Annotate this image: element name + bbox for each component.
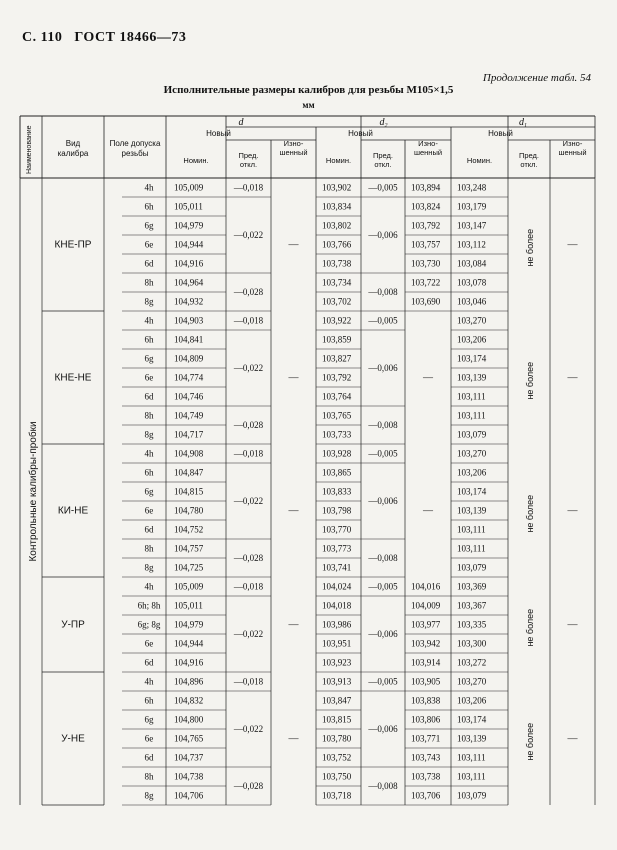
d2-deviation: —0,005 [368, 182, 398, 193]
col-header-d: d [238, 117, 244, 128]
d2-deviation: —0,008 [368, 781, 398, 792]
col-header-pred: Пред. [238, 151, 259, 160]
row-d-nominal: 105,011 [174, 201, 203, 212]
d-deviation: —0,022 [233, 724, 264, 735]
row-d-nominal: 104,979 [174, 220, 204, 231]
row-d1-nominal: 103,270 [457, 448, 487, 459]
d-deviation: —0,022 [233, 496, 264, 507]
row-tolerance: 6d [144, 657, 154, 668]
d2-deviation: —0,008 [368, 420, 398, 431]
row-d1-nominal: 103,206 [457, 695, 487, 706]
row-d-nominal: 104,815 [174, 486, 204, 497]
row-tolerance: 6g [144, 220, 154, 231]
d-deviation: —0,028 [233, 420, 264, 431]
row-d-nominal: 104,916 [174, 258, 204, 269]
units-label: мм [302, 100, 315, 110]
row-d2-nominal: 103,792 [322, 372, 352, 383]
row-d-nominal: 104,979 [174, 619, 204, 630]
row-d-nominal: 104,780 [174, 505, 204, 516]
row-d-nominal: 104,725 [174, 562, 204, 573]
row-d1-nominal: 103,335 [457, 619, 487, 630]
d1-worn-dash: — [567, 239, 578, 251]
row-tolerance: 6d [144, 752, 154, 763]
row-tolerance: 4h [144, 182, 154, 193]
col-header-pole: Поле допуска [109, 139, 161, 148]
row-d-nominal: 104,916 [174, 657, 204, 668]
d1-ne-bolee: не более [525, 361, 535, 400]
side-label-plug-gauges: Контрольные калибры-пробки [28, 421, 39, 562]
d1-worn-dash: — [567, 372, 578, 384]
row-d2-nominal: 103,833 [322, 486, 352, 497]
row-d-nominal: 104,706 [174, 790, 204, 801]
row-d2-nominal: 103,923 [322, 657, 352, 668]
row-d1-nominal: 103,248 [457, 182, 487, 193]
row-d2-nominal: 103,815 [322, 714, 352, 725]
row-d2-worn: 103,894 [411, 182, 441, 193]
d2-deviation: —0,005 [368, 581, 398, 592]
row-d1-nominal: 103,111 [457, 391, 486, 402]
row-d1-nominal: 103,078 [457, 277, 487, 288]
row-tolerance: 6e [144, 372, 154, 383]
row-d2-worn: 103,824 [411, 201, 441, 212]
d-worn-dash: — [288, 505, 299, 517]
row-tolerance: 6e [144, 638, 154, 649]
row-d2-worn: 104,009 [411, 600, 441, 611]
row-d2-worn: 103,738 [411, 771, 441, 782]
col-header-pred: откл. [374, 160, 392, 169]
row-d2-worn: 103,690 [411, 296, 441, 307]
row-d-nominal: 104,774 [174, 372, 204, 383]
d2-worn-dash: — [423, 505, 433, 517]
row-d-nominal: 104,832 [174, 695, 204, 706]
row-d-nominal: 104,752 [174, 524, 204, 535]
col-header-izno: шенный [558, 148, 587, 157]
row-d-nominal: 104,908 [174, 448, 204, 459]
row-d1-nominal: 103,084 [457, 258, 487, 269]
row-d2-worn: 103,914 [411, 657, 441, 668]
d1-worn-dash: — [567, 733, 578, 745]
row-d2-nominal: 103,798 [322, 505, 352, 516]
row-d2-nominal: 103,986 [322, 619, 352, 630]
row-d-nominal: 104,964 [174, 277, 204, 288]
row-d1-nominal: 103,179 [457, 201, 487, 212]
row-tolerance: 8g [144, 296, 154, 307]
d-deviation: —0,018 [233, 315, 264, 326]
page-number: С. 110 [22, 30, 63, 45]
row-d2-nominal: 103,702 [322, 296, 352, 307]
row-d1-nominal: 103,206 [457, 334, 487, 345]
row-d2-nominal: 103,770 [322, 524, 352, 535]
row-tolerance: 6h [144, 467, 154, 478]
d-deviation: —0,028 [233, 781, 264, 792]
row-d2-worn: 103,977 [411, 619, 441, 630]
d2-deviation: —0,006 [368, 496, 398, 507]
d2-deviation: —0,005 [368, 315, 398, 326]
row-d2-nominal: 103,802 [322, 220, 352, 231]
row-d2-nominal: 103,752 [322, 752, 352, 763]
row-tolerance: 8h [144, 543, 154, 554]
row-d-nominal: 104,749 [174, 410, 204, 421]
row-tolerance: 6d [144, 391, 154, 402]
d2-deviation: —0,006 [368, 363, 398, 374]
row-d-nominal: 104,932 [174, 296, 204, 307]
table-title: Исполнительные размеры калибров для резьбы М105×1,5 [163, 84, 454, 96]
d1-ne-bolee: не более [525, 228, 535, 267]
col-header-vid: Вид [65, 139, 81, 148]
row-d2-nominal: 103,773 [322, 543, 352, 554]
row-d2-nominal: 103,766 [322, 239, 352, 250]
col-header-izno: шенный [279, 148, 308, 157]
row-d1-nominal: 103,079 [457, 790, 487, 801]
row-tolerance: 8g [144, 562, 154, 573]
row-tolerance: 6e [144, 505, 154, 516]
row-tolerance: 6g [144, 486, 154, 497]
row-tolerance: 6h [144, 334, 154, 345]
col-header-izno: Изно- [562, 139, 583, 148]
row-tolerance: 8h [144, 410, 154, 421]
row-d1-nominal: 103,079 [457, 562, 487, 573]
row-d2-nominal: 103,827 [322, 353, 352, 364]
col-header-naimenovanie: Наименование [26, 125, 33, 174]
d2-deviation: —0,006 [368, 629, 398, 640]
d2-deviation: —0,008 [368, 553, 398, 564]
col-header-izno: Изно- [283, 139, 304, 148]
row-d2-nominal: 103,834 [322, 201, 352, 212]
gauge-type-0: КНЕ-ПР [54, 239, 92, 251]
row-d1-nominal: 103,272 [457, 657, 487, 668]
row-d1-nominal: 103,046 [457, 296, 487, 307]
row-d1-nominal: 103,369 [457, 581, 487, 592]
col-header-nomin: Номин. [466, 156, 493, 165]
row-d-nominal: 104,841 [174, 334, 204, 345]
row-tolerance: 8h [144, 277, 154, 288]
row-d-nominal: 104,746 [174, 391, 204, 402]
row-tolerance: 4h [144, 581, 154, 592]
row-d2-nominal: 103,922 [322, 315, 352, 326]
d2-deviation: —0,005 [368, 676, 398, 687]
row-d2-nominal: 103,902 [322, 182, 352, 193]
row-d2-nominal: 103,765 [322, 410, 352, 421]
col-header-novyi: Новый [348, 129, 373, 138]
row-d1-nominal: 103,147 [457, 220, 487, 231]
row-d2-nominal: 103,733 [322, 429, 352, 440]
row-d1-nominal: 103,111 [457, 752, 486, 763]
row-d2-nominal: 103,928 [322, 448, 352, 459]
row-d2-worn: 103,771 [411, 733, 441, 744]
row-tolerance: 6d [144, 258, 154, 269]
row-tolerance: 6g; 8g [137, 619, 161, 630]
row-d-nominal: 104,903 [174, 315, 204, 326]
standard-number: ГОСТ 18466—73 [74, 30, 187, 45]
row-d1-nominal: 103,206 [457, 467, 487, 478]
row-tolerance: 6e [144, 239, 154, 250]
row-d2-nominal: 103,859 [322, 334, 352, 345]
d-deviation: —0,018 [233, 182, 264, 193]
row-d1-nominal: 103,139 [457, 505, 487, 516]
d-deviation: —0,018 [233, 676, 264, 687]
col-header-nomin: Номин. [325, 156, 352, 165]
col-header-nomin: Номин. [183, 156, 209, 165]
row-d1-nominal: 103,111 [457, 410, 486, 421]
row-d-nominal: 104,800 [174, 714, 204, 725]
table-continuation: Продолжение табл. 54 [482, 72, 591, 84]
d-worn-dash: — [288, 619, 299, 631]
row-d1-nominal: 103,174 [457, 714, 487, 725]
row-d2-nominal: 103,865 [322, 467, 352, 478]
d1-worn-dash: — [567, 619, 578, 631]
row-d2-worn: 103,730 [411, 258, 441, 269]
row-d-nominal: 105,009 [174, 581, 204, 592]
row-d2-worn: 103,905 [411, 676, 441, 687]
row-tolerance: 4h [144, 676, 154, 687]
d2-deviation: —0,008 [368, 287, 398, 298]
col-header-pred: откл. [239, 160, 258, 169]
row-tolerance: 8h [144, 771, 154, 782]
col-header-d1: $d_1$ [519, 117, 527, 129]
d2-deviation: —0,005 [368, 448, 398, 459]
row-d-nominal: 105,009 [174, 182, 204, 193]
d2-deviation: —0,006 [368, 724, 398, 735]
d-deviation: —0,028 [233, 287, 264, 298]
row-d1-nominal: 103,139 [457, 733, 487, 744]
row-d2-worn: 103,806 [411, 714, 441, 725]
row-tolerance: 6h [144, 695, 154, 706]
row-d1-nominal: 103,174 [457, 353, 487, 364]
row-d-nominal: 104,765 [174, 733, 204, 744]
d-deviation: —0,018 [233, 581, 264, 592]
col-header-izno: шенный [413, 148, 443, 157]
gauge-type-2: КИ-НЕ [57, 505, 89, 517]
row-d2-worn: 104,016 [411, 581, 441, 592]
row-tolerance: 6h [144, 201, 154, 212]
row-tolerance: 6h; 8h [137, 600, 161, 611]
row-d2-nominal: 103,734 [322, 277, 352, 288]
row-d2-nominal: 103,738 [322, 258, 352, 269]
col-header-pred: откл. [520, 160, 538, 169]
row-tolerance: 8g [144, 790, 154, 801]
row-d2-nominal: 103,718 [322, 790, 352, 801]
row-d2-nominal: 103,913 [322, 676, 352, 687]
col-header-pred: Пред. [372, 151, 394, 160]
d-deviation: —0,022 [233, 230, 264, 241]
d-worn-dash: — [288, 733, 299, 745]
row-d2-nominal: 103,847 [322, 695, 352, 706]
d1-ne-bolee: не более [525, 722, 535, 761]
row-d2-nominal: 103,764 [322, 391, 352, 402]
d-deviation: —0,018 [233, 448, 264, 459]
row-d-nominal: 104,944 [174, 638, 204, 649]
row-d-nominal: 104,896 [174, 676, 204, 687]
col-header-pole: резьбы [121, 149, 149, 158]
col-header-izno: Изно- [418, 139, 438, 148]
row-d1-nominal: 103,111 [457, 543, 486, 554]
d-worn-dash: — [288, 239, 299, 251]
row-tolerance: 6d [144, 524, 154, 535]
row-d1-nominal: 103,174 [457, 486, 487, 497]
col-header-vid: калибра [57, 149, 89, 158]
col-header-novyi: Новый [206, 129, 231, 138]
d-deviation: —0,022 [233, 363, 264, 374]
d1-worn-dash: — [567, 505, 578, 517]
row-d1-nominal: 103,111 [457, 524, 486, 535]
row-d2-worn: 103,722 [411, 277, 441, 288]
d2-worn-dash: — [423, 372, 433, 384]
row-d1-nominal: 103,139 [457, 372, 487, 383]
d-deviation: —0,022 [233, 629, 264, 640]
row-tolerance: 4h [144, 315, 154, 326]
row-d2-worn: 103,792 [411, 220, 441, 231]
col-header-novyi: Новый [488, 129, 513, 138]
row-d2-worn: 103,942 [411, 638, 441, 649]
d-deviation: —0,028 [233, 553, 264, 564]
d2-deviation: —0,006 [368, 230, 398, 241]
row-tolerance: 8g [144, 429, 154, 440]
row-d1-nominal: 103,111 [457, 771, 486, 782]
row-d2-worn: 103,706 [411, 790, 441, 801]
row-d2-nominal: 103,750 [322, 771, 352, 782]
gauge-type-1: КНЕ-НЕ [54, 372, 92, 384]
col-header-pred: Пред. [518, 151, 540, 160]
row-d-nominal: 104,944 [174, 239, 204, 250]
row-d2-worn: 103,743 [411, 752, 441, 763]
row-d2-nominal: 103,780 [322, 733, 352, 744]
row-d-nominal: 104,737 [174, 752, 204, 763]
row-d2-nominal: 103,741 [322, 562, 352, 573]
row-tolerance: 6e [144, 733, 154, 744]
gauge-type-4: У-НЕ [61, 733, 85, 745]
d1-ne-bolee: не более [525, 494, 535, 533]
col-header-d2: $d_2$ [379, 117, 388, 129]
row-d-nominal: 104,717 [174, 429, 204, 440]
row-d1-nominal: 103,367 [457, 600, 487, 611]
row-d1-nominal: 103,270 [457, 315, 487, 326]
d1-ne-bolee: не более [525, 608, 535, 647]
row-d2-worn: 103,838 [411, 695, 441, 706]
row-d2-nominal: 103,951 [322, 638, 352, 649]
row-tolerance: 6g [144, 714, 154, 725]
row-d-nominal: 104,809 [174, 353, 204, 364]
row-d2-nominal: 104,018 [322, 600, 352, 611]
row-d-nominal: 105,011 [174, 600, 203, 611]
row-d1-nominal: 103,079 [457, 429, 487, 440]
row-d-nominal: 104,847 [174, 467, 204, 478]
gauge-type-3: У-ПР [61, 619, 85, 631]
d-worn-dash: — [288, 372, 299, 384]
row-d2-nominal: 104,024 [322, 581, 352, 592]
row-d-nominal: 104,738 [174, 771, 204, 782]
row-tolerance: 4h [144, 448, 154, 459]
row-tolerance: 6g [144, 353, 154, 364]
row-d1-nominal: 103,300 [457, 638, 487, 649]
row-d-nominal: 104,757 [174, 543, 204, 554]
row-d2-worn: 103,757 [411, 239, 441, 250]
row-d1-nominal: 103,270 [457, 676, 487, 687]
row-d1-nominal: 103,112 [457, 239, 486, 250]
